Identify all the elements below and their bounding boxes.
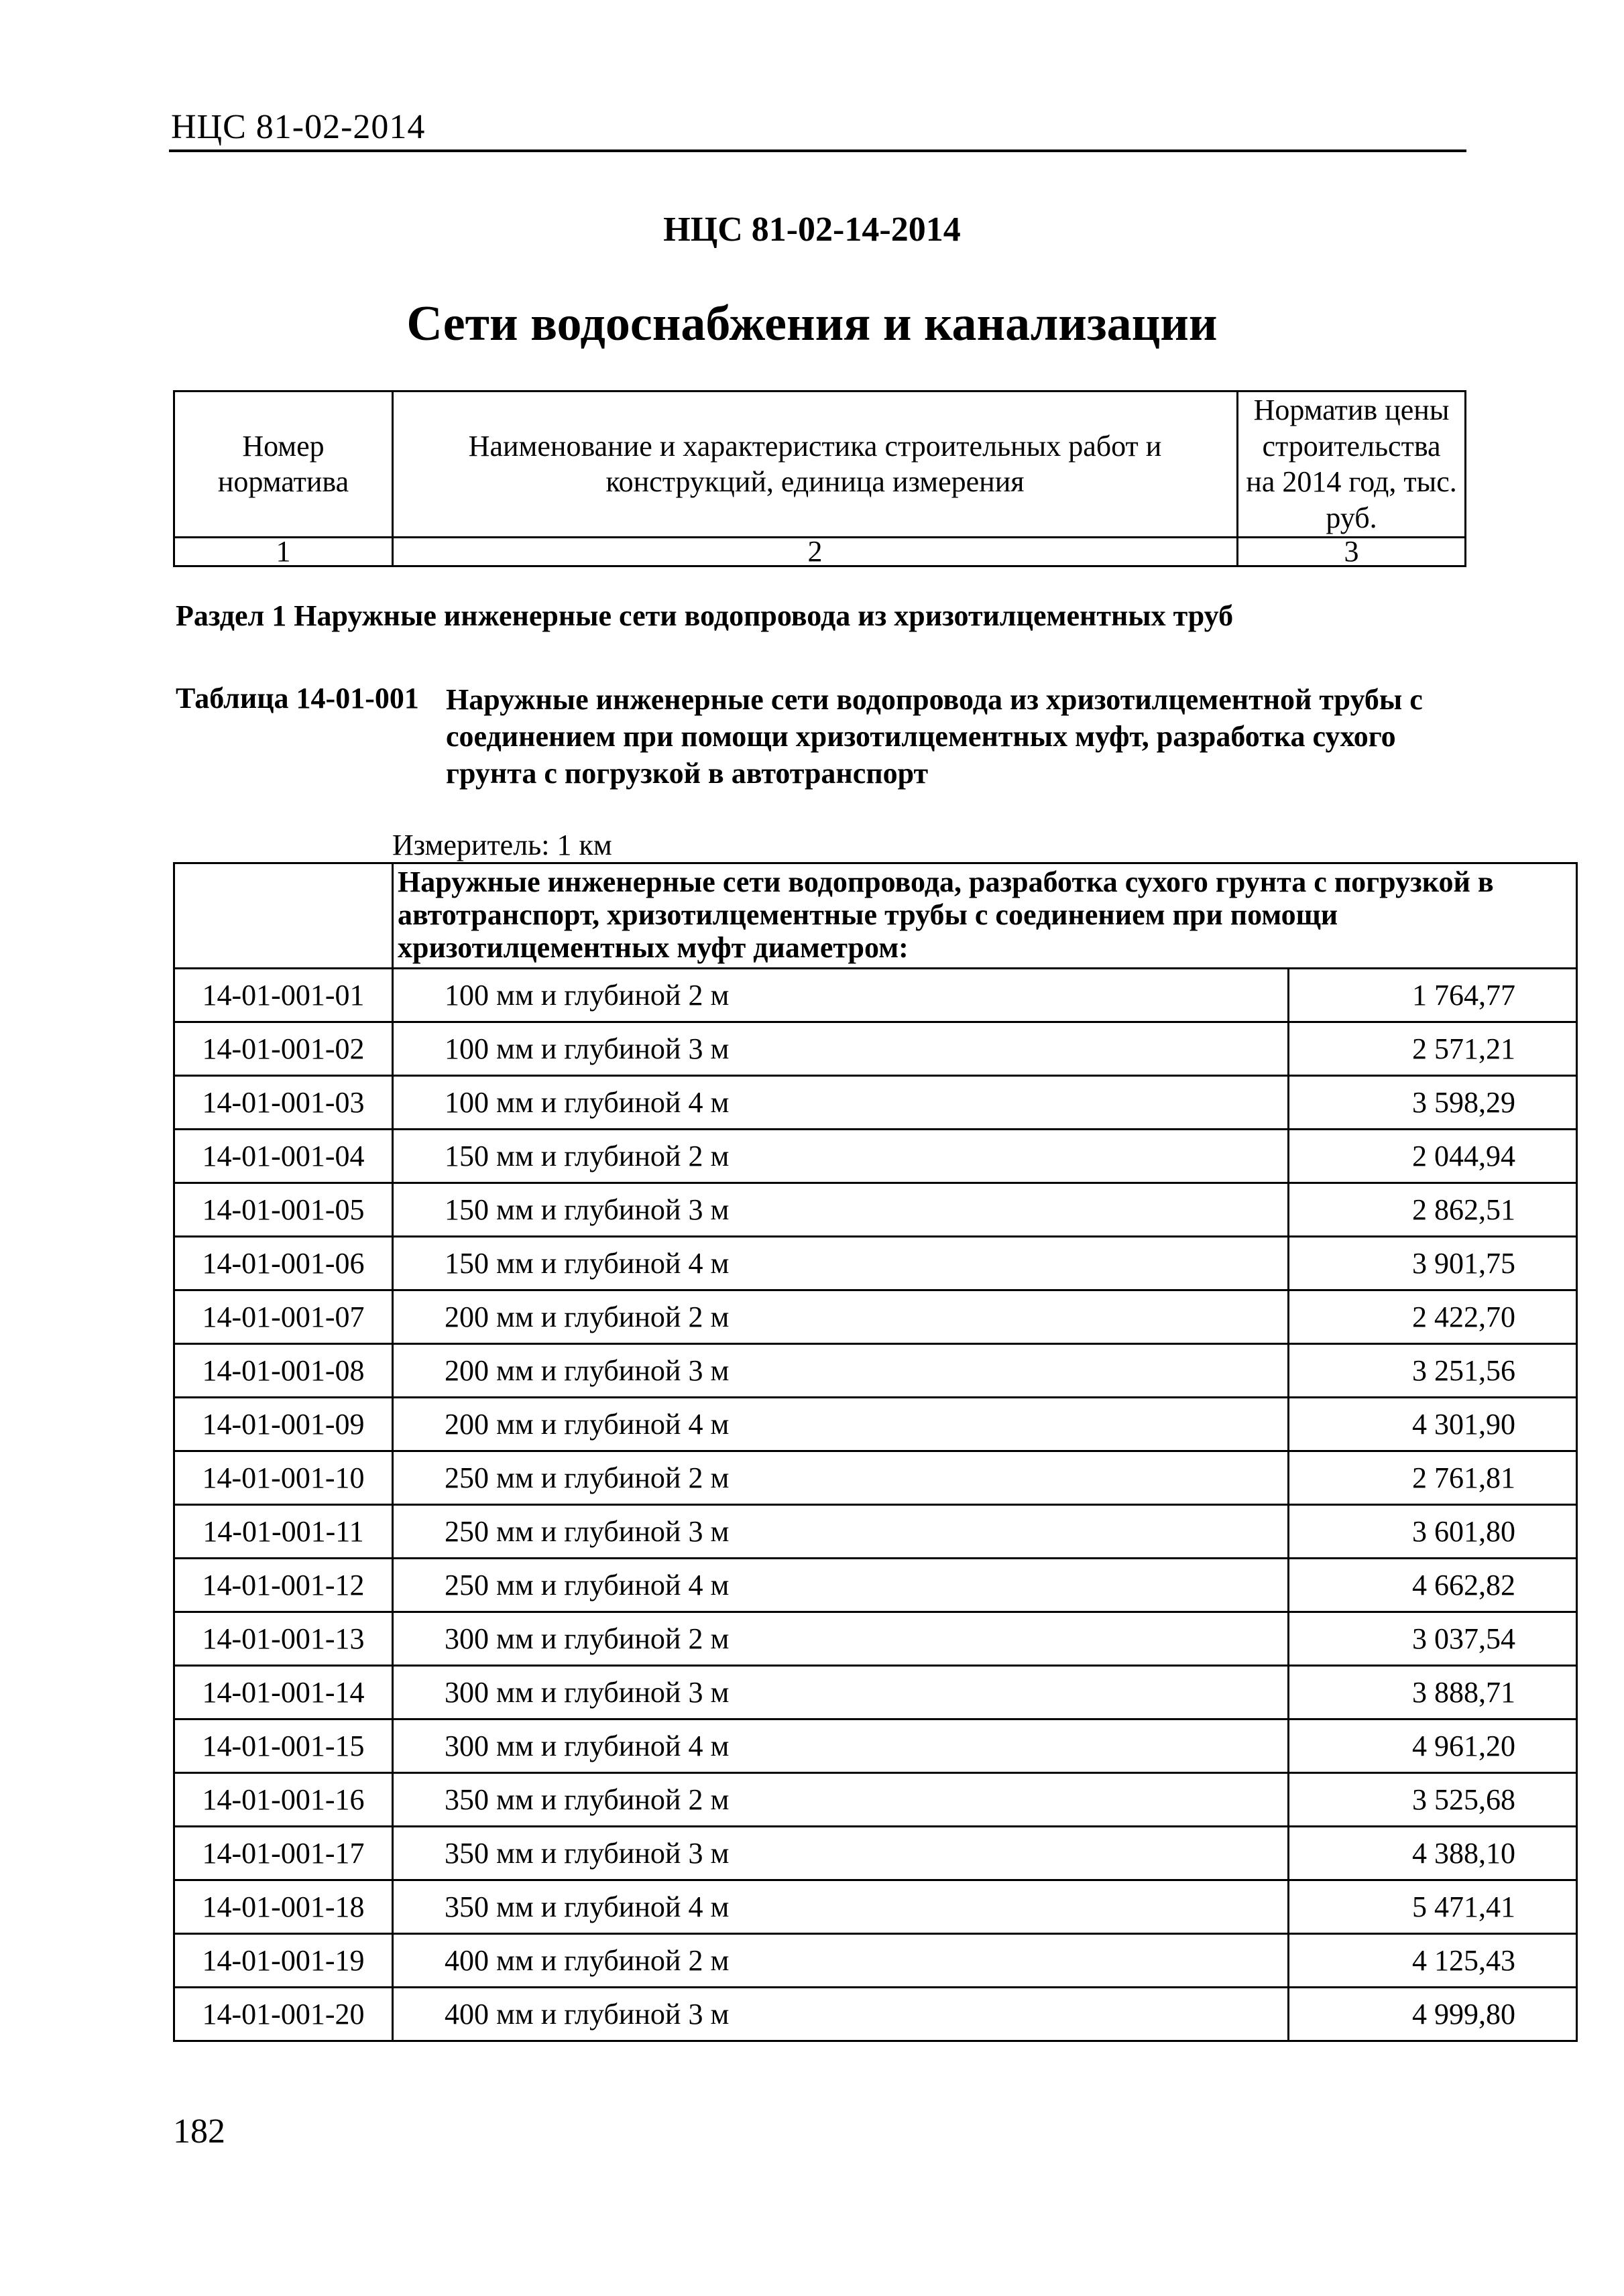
name-cell: 250 мм и глубиной 2 м — [393, 1451, 1289, 1505]
table-row — [174, 1451, 1577, 1505]
name-cell: 200 мм и глубиной 2 м — [393, 1290, 1289, 1344]
header-rule — [169, 149, 1466, 152]
code-cell: 14-01-001-10 — [174, 1451, 393, 1505]
col-index-3: 3 — [1238, 537, 1466, 566]
document-code: НЦС 81-02-14-2014 — [663, 210, 961, 249]
column-header-table — [173, 390, 1466, 567]
code-cell: 14-01-001-04 — [174, 1130, 393, 1183]
col-index-2: 2 — [393, 537, 1238, 566]
code-cell: 14-01-001-17 — [174, 1827, 393, 1880]
code-cell: 14-01-001-13 — [174, 1612, 393, 1666]
col-index-1: 1 — [174, 537, 393, 566]
price-cell: 3 525,68 — [1289, 1773, 1577, 1827]
name-cell: 100 мм и глубиной 4 м — [393, 1076, 1289, 1130]
price-cell: 3 601,80 — [1289, 1505, 1577, 1559]
name-cell: 150 мм и глубиной 4 м — [393, 1237, 1289, 1290]
price-cell: 2 044,94 — [1289, 1130, 1577, 1183]
name-cell: 300 мм и глубиной 3 м — [393, 1666, 1289, 1719]
table-row — [174, 1344, 1577, 1398]
table-row — [174, 1290, 1577, 1344]
table-title: Наружные инженерные сети водопровода из хризотилцементной трубы с соединением при помощи хризотилцементных муфт, разработка сухого грунта с погрузкой в автотранспорт — [446, 683, 1423, 790]
price-table — [173, 862, 1578, 2042]
name-cell: 350 мм и глубиной 2 м — [393, 1773, 1289, 1827]
code-cell: 14-01-001-03 — [174, 1076, 393, 1130]
code-cell: 14-01-001-05 — [174, 1183, 393, 1237]
col-header-name: Наименование и характеристика строительных работ и конструкций, единица измерения — [393, 391, 1238, 538]
table-row — [174, 1183, 1577, 1237]
name-cell: 200 мм и глубиной 4 м — [393, 1398, 1289, 1451]
table-row — [174, 1505, 1577, 1559]
price-cell: 2 761,81 — [1289, 1451, 1577, 1505]
table-label: Таблица 14-01-001 — [176, 682, 419, 715]
name-cell: 200 мм и глубиной 3 м — [393, 1344, 1289, 1398]
table-row — [174, 1988, 1577, 2041]
code-cell: 14-01-001-11 — [174, 1505, 393, 1559]
document-title: Сети водоснабжения и канализации — [406, 296, 1218, 351]
name-cell: 350 мм и глубиной 3 м — [393, 1827, 1289, 1880]
name-cell: 150 мм и глубиной 2 м — [393, 1130, 1289, 1183]
table-row — [174, 1827, 1577, 1880]
price-cell: 3 037,54 — [1289, 1612, 1577, 1666]
code-cell: 14-01-001-16 — [174, 1773, 393, 1827]
price-cell: 2 862,51 — [1289, 1183, 1577, 1237]
name-cell: 250 мм и глубиной 4 м — [393, 1559, 1289, 1612]
group-title: Наружные инженерные сети водопровода, разработка сухого грунта с погрузкой в автотранспорт, хризотилцементные трубы с соединением при помощи хризотилцементных муфт диаметром: — [393, 863, 1577, 969]
code-cell: 14-01-001-06 — [174, 1237, 393, 1290]
code-cell: 14-01-001-12 — [174, 1559, 393, 1612]
table-row — [174, 1076, 1577, 1130]
code-cell: 14-01-001-15 — [174, 1719, 393, 1773]
code-cell: 14-01-001-09 — [174, 1398, 393, 1451]
price-cell: 2 422,70 — [1289, 1290, 1577, 1344]
code-cell: 14-01-001-02 — [174, 1022, 393, 1076]
price-cell: 4 301,90 — [1289, 1398, 1577, 1451]
price-cell: 3 888,71 — [1289, 1666, 1577, 1719]
price-cell: 5 471,41 — [1289, 1880, 1577, 1934]
price-cell: 4 388,10 — [1289, 1827, 1577, 1880]
name-cell: 250 мм и глубиной 3 м — [393, 1505, 1289, 1559]
code-cell: 14-01-001-20 — [174, 1988, 393, 2041]
price-cell: 4 999,80 — [1289, 1988, 1577, 2041]
table-row — [174, 1612, 1577, 1666]
code-cell: 14-01-001-08 — [174, 1344, 393, 1398]
code-cell: 14-01-001-18 — [174, 1880, 393, 1934]
price-cell: 4 662,82 — [1289, 1559, 1577, 1612]
table-row — [174, 1719, 1577, 1773]
code-cell: 14-01-001-14 — [174, 1666, 393, 1719]
col-header-price: Норматив цены строительства на 2014 год, тыс. руб. — [1238, 391, 1466, 538]
table-row — [174, 1773, 1577, 1827]
name-cell: 400 мм и глубиной 3 м — [393, 1988, 1289, 2041]
name-cell: 300 мм и глубиной 2 м — [393, 1612, 1289, 1666]
table-row — [174, 1880, 1577, 1934]
price-cell: 3 598,29 — [1289, 1076, 1577, 1130]
table-row — [174, 1237, 1577, 1290]
name-cell: 300 мм и глубиной 4 м — [393, 1719, 1289, 1773]
table-row — [174, 1022, 1577, 1076]
name-cell: 150 мм и глубиной 3 м — [393, 1183, 1289, 1237]
code-cell: 14-01-001-01 — [174, 969, 393, 1022]
table-row — [174, 1559, 1577, 1612]
name-cell: 100 мм и глубиной 3 м — [393, 1022, 1289, 1076]
table-row — [174, 969, 1577, 1022]
price-cell: 3 901,75 — [1289, 1237, 1577, 1290]
table-row — [174, 1130, 1577, 1183]
group-code-cell — [174, 863, 393, 969]
running-header: НЦС 81-02-2014 — [171, 108, 426, 146]
col-header-number: Номер норматива — [174, 391, 393, 538]
price-cell: 3 251,56 — [1289, 1344, 1577, 1398]
name-cell: 100 мм и глубиной 2 м — [393, 969, 1289, 1022]
table-row — [174, 1398, 1577, 1451]
price-cell: 2 571,21 — [1289, 1022, 1577, 1076]
table-row — [174, 1934, 1577, 1988]
unit-label: Измеритель: 1 км — [392, 829, 612, 861]
name-cell: 350 мм и глубиной 4 м — [393, 1880, 1289, 1934]
code-cell: 14-01-001-19 — [174, 1934, 393, 1988]
name-cell: 400 мм и глубиной 2 м — [393, 1934, 1289, 1988]
price-cell: 1 764,77 — [1289, 969, 1577, 1022]
table-row — [174, 1666, 1577, 1719]
group-header-row — [174, 863, 1577, 969]
page-number: 182 — [173, 2112, 225, 2151]
code-cell: 14-01-001-07 — [174, 1290, 393, 1344]
price-cell: 4 961,20 — [1289, 1719, 1577, 1773]
section-title: Раздел 1 Наружные инженерные сети водопровода из хризотилцементных труб — [176, 599, 1234, 632]
price-cell: 4 125,43 — [1289, 1934, 1577, 1988]
